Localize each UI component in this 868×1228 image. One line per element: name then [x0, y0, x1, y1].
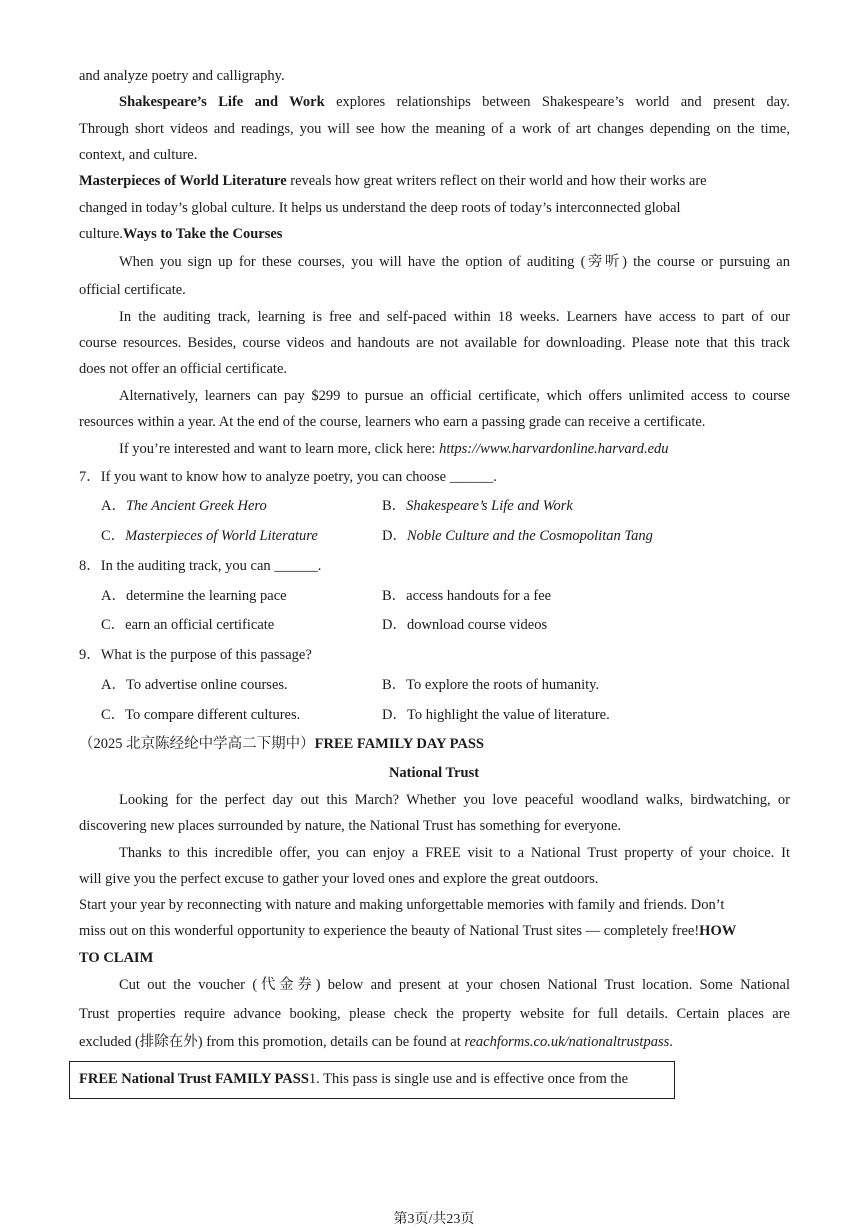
- question-stem: 7．If you want to know how to analyze poetry, you can choose ______.: [79, 469, 497, 485]
- option-text: determine the learning pace: [125, 588, 287, 604]
- paragraph-line: and analyze poetry and calligraphy.: [79, 68, 285, 84]
- option-letter: C．: [101, 707, 126, 723]
- option-text: Masterpieces of World Literature: [125, 528, 318, 544]
- paragraph-line: will give you the perfect excuse to gather your loved ones and explore the great outdoors.: [79, 871, 599, 887]
- course-desc-text: reveals how great writers reflect on their world and how their works are: [286, 173, 707, 189]
- paragraph-text: miss out on this wonderful opportunity to experience the beauty of National Trust sites — completely free!: [79, 923, 700, 939]
- option-7d: [382, 527, 653, 545]
- paragraph-text: If you’re interested and want to learn more, click here:: [119, 441, 440, 457]
- option-text: To compare different cultures.: [125, 707, 301, 723]
- paragraph-line: Alternatively, learners can pay $299 to pursue an official certificate, which offers unlimited access to course: [119, 388, 790, 404]
- section-heading: TO CLAIM: [79, 950, 154, 966]
- option-letter: A．: [101, 588, 126, 604]
- option-text: earn an official certificate: [125, 617, 275, 633]
- option-letter: B．: [382, 677, 407, 693]
- paragraph-line: changed in today’s global culture. It helps us understand the deep roots of today’s interconnected global: [79, 200, 681, 216]
- course-description: [119, 93, 790, 111]
- paragraph-line: resources within a year. At the end of the course, learners who earn a passing grade can receive a certificate.: [79, 414, 706, 430]
- paragraph-line: Start your year by reconnecting with nature and making unforgettable memories with family and friends. Don’t: [79, 897, 725, 913]
- option-letter: D．: [382, 707, 407, 723]
- option-text: To advertise online courses.: [125, 677, 288, 693]
- paragraph-line: [79, 1033, 790, 1051]
- voucher-text: 1. This pass is single use and is effective once from the: [308, 1071, 629, 1087]
- option-8c: [101, 616, 274, 634]
- option-7a: [101, 497, 267, 515]
- paragraph-line: Thanks to this incredible offer, you can enjoy a FREE visit to a National Trust property of your choice. It: [119, 845, 790, 861]
- option-text: access handouts for a fee: [406, 588, 552, 604]
- promo-link[interactable]: reachforms.co.uk/nationaltrustpass: [464, 1034, 670, 1050]
- paragraph-line: does not offer an official certificate.: [79, 361, 288, 377]
- question-stem: 8．In the auditing track, you can ______.: [79, 558, 322, 574]
- paragraph-line: When you sign up for these courses, you will have the option of auditing (旁听) the course or pursuing an: [119, 254, 790, 270]
- option-9d: [382, 706, 610, 724]
- option-text: The Ancient Greek Hero: [125, 498, 267, 514]
- paragraph-line: In the auditing track, learning is free and self-paced within 18 weeks. Learners have access to part of our: [119, 309, 790, 325]
- option-text: To explore the roots of humanity.: [406, 677, 600, 693]
- option-letter: C．: [101, 528, 126, 544]
- paragraph-line: Cut out the voucher (代金券) below and present at your chosen National Trust location. Some National: [119, 977, 790, 993]
- passage-subtitle: National Trust: [388, 765, 480, 781]
- course-link[interactable]: https://www.harvardonline.harvard.edu: [439, 441, 669, 457]
- option-8a: [101, 587, 287, 605]
- option-letter: A．: [101, 677, 126, 693]
- paragraph-text: excluded (排除在外) from this promotion, details can be found at: [79, 1034, 465, 1050]
- option-text: Noble Culture and the Cosmopolitan Tang: [406, 528, 653, 544]
- paragraph-line: [79, 922, 790, 940]
- option-8d: [382, 616, 547, 634]
- paragraph-line: Looking for the perfect day out this March? Whether you love peaceful woodland walks, birdwatching, or: [119, 792, 790, 808]
- option-text: Shakespeare’s Life and Work: [406, 498, 573, 514]
- paragraph-line: context, and culture.: [79, 147, 198, 163]
- option-9a: [101, 676, 288, 694]
- passage-header: [79, 735, 790, 753]
- option-7c: [101, 527, 318, 545]
- paragraph-line: [79, 225, 790, 243]
- option-letter: B．: [382, 588, 407, 604]
- course-title: Masterpieces of World Literature: [79, 173, 287, 189]
- option-text: To highlight the value of literature.: [406, 707, 610, 723]
- course-title: Shakespeare’s Life and Work: [119, 94, 325, 110]
- option-letter: D．: [382, 528, 407, 544]
- paragraph-text: culture.: [79, 226, 123, 242]
- option-letter: A．: [101, 498, 126, 514]
- paragraph-line: discovering new places surrounded by nature, the National Trust has something for everyone.: [79, 818, 622, 834]
- option-7b: [382, 497, 573, 515]
- section-heading: HOW: [699, 923, 737, 939]
- paragraph-line: course resources. Besides, course videos and handouts are not available for downloading. Please note that this track: [79, 335, 790, 351]
- paragraph-text: .: [669, 1034, 673, 1050]
- option-letter: C．: [101, 617, 126, 633]
- question-stem: 9．What is the purpose of this passage?: [79, 647, 312, 663]
- page-number: 第3页/共23页: [393, 1212, 475, 1227]
- course-desc-text: explores relationships between Shakespeare’s world and present day.: [324, 94, 790, 110]
- paragraph-line: official certificate.: [79, 282, 186, 298]
- voucher-line: [79, 1070, 628, 1088]
- option-text: download course videos: [406, 617, 548, 633]
- option-9c: [101, 706, 300, 724]
- option-letter: D．: [382, 617, 407, 633]
- paragraph-line: [119, 440, 790, 458]
- paragraph-line: Trust properties require advance booking, please check the property website for full details. Certain places are: [79, 1006, 790, 1022]
- option-9b: [382, 676, 599, 694]
- voucher-box: [69, 1061, 675, 1099]
- voucher-title: FREE National Trust FAMILY PASS: [79, 1071, 309, 1087]
- passage-title: FREE FAMILY DAY PASS: [314, 736, 484, 752]
- paragraph-line: Through short videos and readings, you will see how the meaning of a work of art changes depending on the time,: [79, 121, 790, 137]
- course-description: [79, 172, 790, 190]
- source-label: （2025 北京陈经纶中学高二下期中）: [79, 736, 315, 752]
- option-letter: B．: [382, 498, 407, 514]
- option-8b: [382, 587, 551, 605]
- section-heading: Ways to Take the Courses: [122, 226, 283, 242]
